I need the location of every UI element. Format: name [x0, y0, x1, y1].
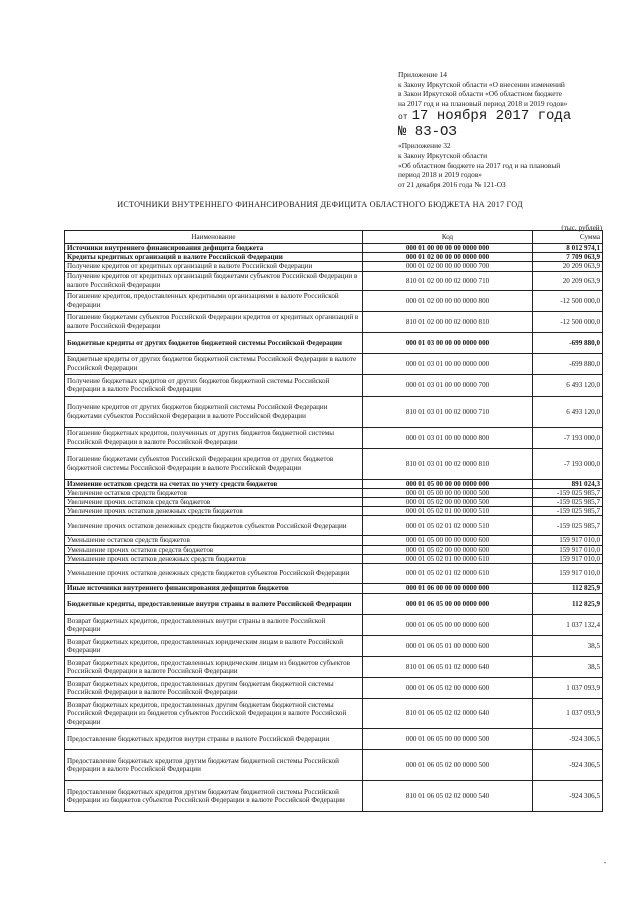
row-code-cell: 000 01 05 00 00 00 0000 000	[363, 479, 533, 488]
row-code-cell: 000 01 06 00 00 00 0000 000	[363, 584, 533, 594]
row-code-cell: 000 01 06 05 00 00 0000 600	[363, 615, 533, 636]
financing-sources-table	[64, 230, 603, 812]
table-row	[65, 374, 603, 396]
row-code-cell: 810 01 02 00 00 02 0000 810	[363, 311, 533, 332]
table-row	[65, 332, 603, 353]
stamp-prefix: от	[398, 113, 408, 123]
table-row	[65, 353, 603, 374]
header-bottom-lines	[398, 141, 608, 189]
row-code-cell: 000 01 05 02 01 00 0000 610	[363, 554, 533, 563]
row-sum-cell: 112 825,9	[533, 594, 603, 615]
column-header-name: Наименование	[65, 231, 363, 244]
table-body	[65, 244, 603, 812]
row-code-cell: 000 01 05 02 01 02 0000 510	[363, 516, 533, 536]
row-name-cell: Уменьшение остатков средств бюджетов	[65, 536, 363, 545]
corner-mark: "	[604, 862, 607, 868]
table-row	[65, 427, 603, 448]
stamp-date: 17 ноября 2017 года	[411, 108, 572, 125]
row-name-cell: Уменьшение прочих остатков денежных средств бюджетов	[65, 554, 363, 563]
row-sum-cell: 159 917 010,0	[533, 536, 603, 545]
row-sum-cell: 8 012 974,1	[533, 244, 603, 253]
row-name-cell: Предоставление бюджетных кредитов другим бюджетам бюджетной системы Российской Федерации из бюджетов субъектов Российской Федерации в валюте Российской Федерации	[65, 781, 363, 812]
table-row	[65, 271, 603, 290]
row-name-cell: Изменение остатков средств на счетах по учету средств бюджетов	[65, 479, 363, 488]
header-line: «Об областном бюджете на 2017 год и на плановый	[398, 160, 561, 170]
row-name-cell: Предоставление бюджетных кредитов внутри страны в валюте Российской Федерации	[65, 729, 363, 750]
row-sum-cell: 20 209 063,9	[533, 262, 603, 271]
row-name-cell: Получение бюджетных кредитов от других бюджетов бюджетной системы Российской Федерации в валюте Российской Федерации	[65, 374, 363, 396]
header-line: от 21 декабря 2016 года № 121-ОЗ	[398, 179, 506, 189]
row-sum-cell: 38,5	[533, 636, 603, 657]
table-row	[65, 554, 603, 563]
row-sum-cell: -159 025 985,7	[533, 507, 603, 516]
row-name-cell: Получение кредитов от кредитных организаций в валюте Российской Федерации	[65, 262, 363, 271]
law-number-stamp: № 83-ОЗ	[398, 124, 457, 141]
row-sum-cell: -924 306,5	[533, 781, 603, 812]
row-name-cell: Уменьшение прочих остатков средств бюджетов	[65, 545, 363, 554]
table-row	[65, 750, 603, 781]
row-name-cell: Увеличение остатков средств бюджетов	[65, 488, 363, 497]
table-row	[65, 536, 603, 545]
row-name-cell: Источники внутреннего финансирования дефицита бюджета	[65, 244, 363, 253]
row-name-cell: Погашение бюджетами субъектов Российской Федерации кредитов от других бюджетов бюджетной системы Российской Федерации в валюте Российской Федерации	[65, 448, 363, 479]
row-code-cell: 810 01 02 00 00 02 0000 710	[363, 271, 533, 290]
row-code-cell: 000 01 05 00 00 00 0000 500	[363, 488, 533, 497]
row-name-cell: Увеличение прочих остатков денежных средств бюджетов	[65, 507, 363, 516]
table-header-row	[65, 231, 603, 244]
row-code-cell: 000 01 03 00 00 00 0000 000	[363, 332, 533, 353]
row-name-cell: Кредиты кредитных организаций в валюте Российской Федерации	[65, 253, 363, 262]
header-line: «Приложение 32	[398, 141, 451, 151]
row-sum-cell: -12 500 000,0	[533, 290, 603, 311]
row-sum-cell: 20 209 063,9	[533, 271, 603, 290]
row-code-cell: 000 01 05 00 00 00 0000 600	[363, 536, 533, 545]
row-sum-cell: -7 193 000,0	[533, 427, 603, 448]
row-name-cell: Получение кредитов от других бюджетов бюджетной системы Российской Федерации бюджетами субъектов Российской Федерации в валюте Российской Федерации	[65, 396, 363, 427]
row-code-cell: 000 01 06 05 02 00 0000 500	[363, 750, 533, 781]
row-name-cell: Уменьшение прочих остатков денежных средств бюджетов субъектов Российской Федерации	[65, 564, 363, 584]
row-sum-cell: 6 493 120,0	[533, 396, 603, 427]
table-row	[65, 636, 603, 657]
column-header-code: Код	[363, 231, 533, 244]
row-code-cell: 810 01 03 01 00 02 0000 710	[363, 396, 533, 427]
header-line: на 2017 год и на плановый период 2018 и 2019 годов»	[398, 98, 568, 108]
row-code-cell: 000 01 06 05 00 00 0000 500	[363, 729, 533, 750]
row-sum-cell: -699 880,0	[533, 353, 603, 374]
appendix-header	[398, 70, 608, 189]
row-sum-cell: -159 025 985,7	[533, 516, 603, 536]
row-sum-cell: -699 880,0	[533, 332, 603, 353]
row-sum-cell: 112 825,9	[533, 584, 603, 594]
table-row	[65, 516, 603, 536]
row-code-cell: 000 01 03 01 00 00 0000 700	[363, 374, 533, 396]
table-row	[65, 699, 603, 729]
table-row	[65, 507, 603, 516]
row-sum-cell: 159 917 010,0	[533, 554, 603, 563]
row-code-cell: 810 01 03 01 00 02 0000 810	[363, 448, 533, 479]
row-name-cell: Возврат бюджетных кредитов, предоставленных внутри страны в валюте Российской Федерации	[65, 615, 363, 636]
row-sum-cell: -924 306,5	[533, 750, 603, 781]
table-row	[65, 678, 603, 699]
row-name-cell: Возврат бюджетных кредитов, предоставленных другим бюджетам бюджетной системы Российской Федерации в валюте Российской Федерации	[65, 678, 363, 699]
column-header-sum: Сумма	[533, 231, 603, 244]
row-code-cell: 000 01 05 02 01 00 0000 510	[363, 507, 533, 516]
row-name-cell: Возврат бюджетных кредитов, предоставленных другим бюджетам бюджетной системы Российской Федерации из бюджетов субъектов Российской Федерации в валюте Российской Федерации	[65, 699, 363, 729]
unit-label: (тыс. рублей)	[561, 224, 602, 232]
row-name-cell: Бюджетные кредиты от других бюджетов бюджетной системы Российской Федерации	[65, 332, 363, 353]
row-sum-cell: 38,5	[533, 657, 603, 678]
row-code-cell: 000 01 06 05 02 00 0000 600	[363, 678, 533, 699]
header-line: в Закон Иркутской области «Об областном бюджете	[398, 89, 563, 99]
table-row	[65, 584, 603, 594]
row-sum-cell: 1 037 093,9	[533, 699, 603, 729]
row-name-cell: Иные источники внутреннего финансирования дефицитов бюджетов	[65, 584, 363, 594]
document-title: ИСТОЧНИКИ ВНУТРЕННЕГО ФИНАНСИРОВАНИЯ ДЕФИЦИТА ОБЛАСТНОГО БЮДЖЕТА НА 2017 ГОД	[117, 200, 523, 209]
header-line: к Закону Иркутской области	[398, 150, 488, 160]
table-row	[65, 564, 603, 584]
row-sum-cell: 6 493 120,0	[533, 374, 603, 396]
row-code-cell: 810 01 06 05 01 02 0000 640	[363, 657, 533, 678]
row-code-cell: 000 01 06 05 01 00 0000 600	[363, 636, 533, 657]
header-line: Приложение 14	[398, 70, 447, 79]
row-name-cell: Предоставление бюджетных кредитов другим бюджетам бюджетной системы Российской Федерации в валюте Российской Федерации	[65, 750, 363, 781]
table-row	[65, 396, 603, 427]
row-sum-cell: -159 025 985,7	[533, 498, 603, 507]
row-sum-cell: 891 024,3	[533, 479, 603, 488]
law-date-stamp	[398, 109, 608, 125]
table-row	[65, 729, 603, 750]
table-row	[65, 488, 603, 497]
row-sum-cell: 159 917 010,0	[533, 564, 603, 584]
table-row	[65, 479, 603, 488]
table-row	[65, 253, 603, 262]
row-code-cell: 000 01 02 00 00 00 0000 000	[363, 253, 533, 262]
table-row	[65, 781, 603, 812]
table-row	[65, 448, 603, 479]
table-row	[65, 545, 603, 554]
row-code-cell: 000 01 06 05 00 00 0000 000	[363, 594, 533, 615]
table-row	[65, 311, 603, 332]
row-name-cell: Увеличение прочих остатков денежных средств бюджетов субъектов Российской Федерации	[65, 516, 363, 536]
header-line: к Закону Иркутской области «О внесении изменений	[398, 79, 565, 89]
table-row	[65, 244, 603, 253]
table-row	[65, 594, 603, 615]
row-name-cell: Бюджетные кредиты от других бюджетов бюджетной системы Российской Федерации в валюте Российской Федерации	[65, 353, 363, 374]
row-name-cell: Погашение бюджетных кредитов, полученных от других бюджетов бюджетной системы Российской Федерации в валюте Российской Федерации	[65, 427, 363, 448]
row-sum-cell: -7 193 000,0	[533, 448, 603, 479]
table-row	[65, 657, 603, 678]
row-name-cell: Погашение кредитов, предоставленных кредитными организациями в валюте Российской Федерации	[65, 290, 363, 311]
row-sum-cell: -12 500 000,0	[533, 311, 603, 332]
table-row	[65, 498, 603, 507]
row-code-cell: 810 01 06 05 02 02 0000 540	[363, 781, 533, 812]
row-code-cell: 000 01 02 00 00 00 0000 700	[363, 262, 533, 271]
row-name-cell: Возврат бюджетных кредитов, предоставленных юридическим лицам из бюджетов субъектов Российской Федерации в валюте Российской Федерации	[65, 657, 363, 678]
row-name-cell: Погашение бюджетами субъектов Российской Федерации кредитов от кредитных организаций в валюте Российской Федерации	[65, 311, 363, 332]
row-code-cell: 000 01 03 01 00 00 0000 800	[363, 427, 533, 448]
row-code-cell: 000 01 02 00 00 00 0000 800	[363, 290, 533, 311]
table-row	[65, 290, 603, 311]
row-sum-cell: 7 709 063,9	[533, 253, 603, 262]
row-code-cell: 810 01 06 05 02 02 0000 640	[363, 699, 533, 729]
row-name-cell: Бюджетные кредиты, предоставленные внутри страны в валюте Российской Федерации	[65, 594, 363, 615]
header-top-lines	[398, 70, 608, 108]
row-name-cell: Возврат бюджетных кредитов, предоставленных юридическим лицам в валюте Российской Федерации	[65, 636, 363, 657]
row-sum-cell: -924 306,5	[533, 729, 603, 750]
table-row	[65, 262, 603, 271]
row-code-cell: 000 01 00 00 00 00 0000 000	[363, 244, 533, 253]
row-sum-cell: 1 037 093,9	[533, 678, 603, 699]
row-sum-cell: 1 037 132,4	[533, 615, 603, 636]
row-code-cell: 000 01 05 02 00 00 0000 500	[363, 498, 533, 507]
table-row	[65, 615, 603, 636]
row-name-cell: Получение кредитов от кредитных организаций бюджетами субъектов Российской Федерации в валюте Российской Федерации	[65, 271, 363, 290]
row-code-cell: 000 01 05 02 00 00 0000 600	[363, 545, 533, 554]
header-line: период 2018 и 2019 годов»	[398, 170, 483, 180]
row-code-cell: 000 01 03 01 00 00 0000 000	[363, 353, 533, 374]
row-sum-cell: 159 917 010,0	[533, 545, 603, 554]
row-sum-cell: -159 025 985,7	[533, 488, 603, 497]
row-code-cell: 000 01 05 02 01 02 0000 610	[363, 564, 533, 584]
row-name-cell: Увеличение прочих остатков средств бюджетов	[65, 498, 363, 507]
